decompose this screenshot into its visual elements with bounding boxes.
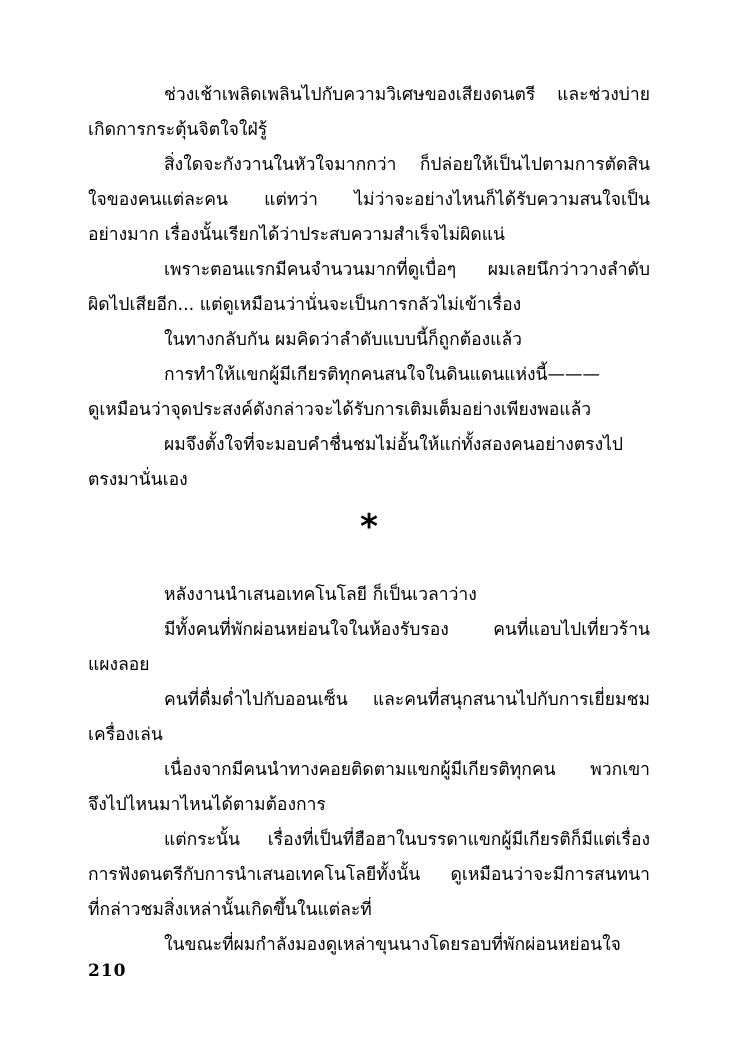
text-line: ผมจึงตั้งใจที่จะมอบคำชื่นชมไม่อั้นให้แก่ทั้งสองคนอย่างตรงไป (164, 435, 624, 455)
text-line: ดูเหมือนว่าจุดประสงค์ดังกล่าวจะได้รับการเติมเต็มอย่างเพียงพอแล้ว (88, 400, 592, 420)
text-line: เนื่องจากมีคนนำทางคอยติดตามแขกผู้มีเกียรติทุกคน พวกเขา (164, 760, 650, 780)
text-line: คนที่ดื่มด่ำไปกับออนเซ็น และคนที่สนุกสนานไปกับการเยี่ยมชม (164, 690, 650, 710)
page-number: 210 (88, 961, 127, 981)
text-line: สิ่งใดจะกังวานในหัวใจมากกว่า ก็ปล่อยให้เป็นไปตามการตัดสิน (164, 155, 650, 175)
text-line: ตรงมานั่นเอง (88, 470, 188, 490)
text-line: ผิดไปเสียอีก... แต่ดูเหมือนว่านั่นจะเป็นการกลัวไม่เข้าเรื่อง (88, 295, 522, 315)
text-section-1 (88, 78, 650, 498)
text-line: หลังงานนำเสนอเทคโนโลยี ก็เป็นเวลาว่าง (164, 585, 477, 605)
text-line: จึงไปไหนมาไหนได้ตามต้องการ (88, 795, 326, 815)
text-line: ในทางกลับกัน ผมคิดว่าลำดับแบบนี้ก็ถูกต้องแล้ว (164, 330, 522, 350)
text-line: ในขณะที่ผมกำลังมองดูเหล่าขุนนางโดยรอบที่พักผ่อนหย่อนใจ (164, 935, 621, 955)
text-line: แต่กระนั้น เรื่องที่เป็นที่ฮือฮาในบรรดาแขกผู้มีเกียรติก็มีแต่เรื่อง (164, 830, 650, 850)
text-line: การทำให้แขกผู้มีเกียรติทุกคนสนใจในดินแดนแห่งนี้——— (164, 365, 600, 385)
text-line: เกิดการกระตุ้นจิตใจใฝ่รู้ (88, 120, 268, 140)
text-line: ที่กล่าวชมสิ่งเหล่านั้นเกิดขึ้นในแต่ละที่ (88, 900, 372, 920)
text-line: การฟังดนตรีกับการนำเสนอเทคโนโลยีทั้งนั้น ดูเหมือนว่าจะมีการสนทนา (88, 865, 650, 885)
text-line: เพราะตอนแรกมีคนจำนวนมากที่ดูเบื่อๆ ผมเลยนึกว่าวางลำดับ (164, 260, 650, 280)
text-line: เครื่องเล่น (88, 725, 163, 745)
section-separator: * (360, 507, 378, 547)
text-line: ใจของคนแต่ละคน แต่ทว่า ไม่ว่าจะอย่างไหนก็ได้รับความสนใจเป็น (88, 190, 650, 210)
text-line: อย่างมาก เรื่องนั้นเรียกได้ว่าประสบความสำเร็จไม่ผิดแน่ (88, 225, 506, 245)
text-section-2 (88, 578, 650, 963)
text-line: ช่วงเช้าเพลิดเพลินไปกับความวิเศษของเสียงดนตรี และช่วงบ่าย (164, 85, 650, 105)
text-line: แผงลอย (88, 655, 150, 675)
text-line: มีทั้งคนที่พักผ่อนหย่อนใจในห้องรับรอง คนที่แอบไปเที่ยวร้าน (164, 620, 650, 640)
